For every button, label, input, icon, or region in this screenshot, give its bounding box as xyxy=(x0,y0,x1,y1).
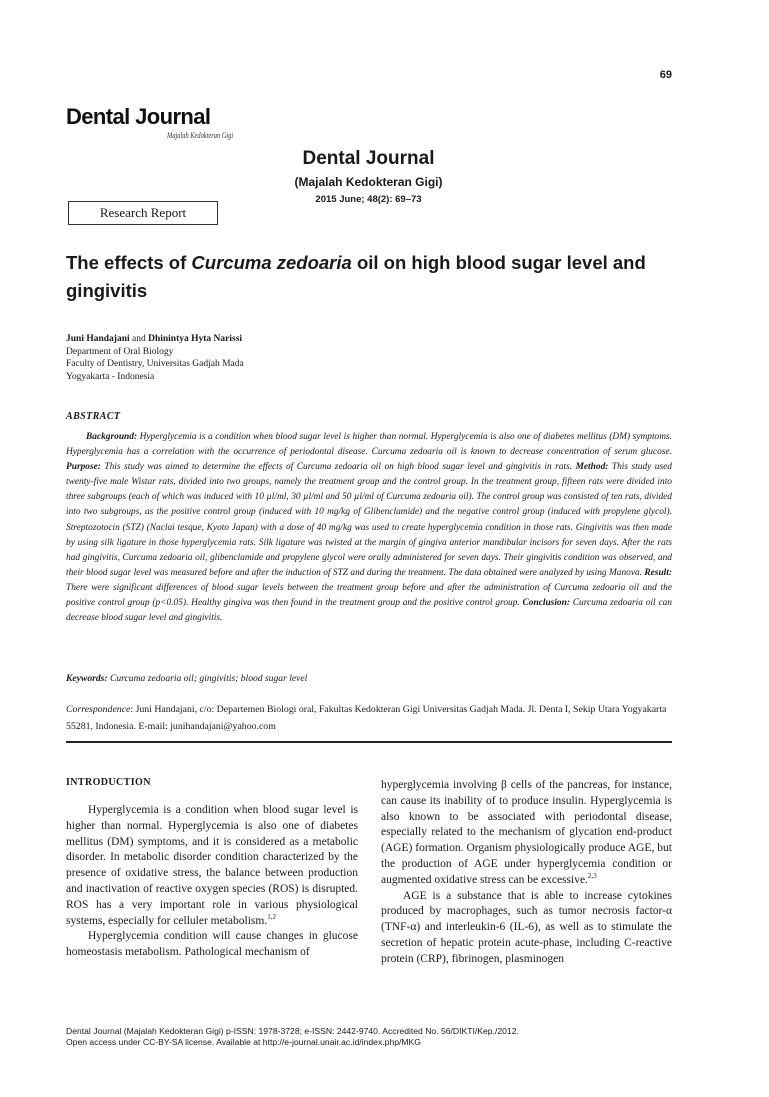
affiliation-city: Yogyakarta - Indonesia xyxy=(66,371,155,382)
footer-line-issn: Dental Journal (Majalah Kedokteran Gigi) p-ISSN: 1978-3728; e-ISSN: 2442-9740. Accredited No. 56/DIKTI/Kep./2012. xyxy=(66,1026,519,1036)
abstract-conclusion-text: Curcuma zedoaria oil can decrease blood sugar level and gingivitis. xyxy=(66,598,672,624)
intro-paragraph-text: Hyperglycemia is a condition when blood sugar level is higher than normal. Hyperglycemia is also one of diabetes mellitus (DM) symptoms, and it is considered as a metabolic disorder. In metabolic disorder condition characterized by the presence of oxidative stress, the balance between production and inactivation of reactive oxygen species (ROS) is disrupted. ROS has a very important role in various physiological systems, especially for celluler metabolism. xyxy=(66,804,358,927)
keywords-text: Curcuma zedoaria oil; gingivitis; blood sugar level xyxy=(107,673,308,684)
correspondence-text: : Juni Handajani, c/o: Departemen Biologi oral, Fakultas Kedokteran Gigi Universitas Gadjah Mada. Jl. Denta I, Sekip Utara Yogyakarta 55281, Indonesia. E-mail: junihandajani@yahoo.com xyxy=(66,704,667,732)
citation: 1,2 xyxy=(267,912,276,921)
abstract-method-text: This study used twenty-five male Wistar rats, divided into two groups, namely the treatment group and the control group. In the treatment group, fifteen rats were divided into three subgroups (each of which was induced with 10 µl/ml, 30 µl/ml and 50 µl/ml of Curcuma zedoaria oil). The control group was consisted of ten rats, divided into two subgroups, as the positive control group (induced with 10 mg/kg of Glibenclamide) and the negative control group (induced with propylene glycol). Streptozotocin (STZ) (Naclai tesque, Kyoto Japan) with a dose of 40 mg/kg was used to create hyperglycemia condition in those rats. Gingivitis was then made by using silk ligature in those hyperglycemia rats. Silk ligature was twisted at the margin of gingiva anterior mandibular incisors for seven days. After the rats had gingivitis, Curcuma zedoaria oil, glibenclamide and propylene glycol were orally administered for seven days. Their gingivitis condition was observed, and their blood sugar level was measured before and after the induction of STZ and during the treatment. The data obtained were analyzed by using Manova. xyxy=(66,462,672,578)
keywords-label: Keywords: xyxy=(66,673,108,684)
intro-paragraph: AGE is a substance that is able to increase cytokines produced by macrophages, such as tumor necrosis factor-α (TNF-α) and interleukin-6 (IL-6), as well as to stimulate the secretion of hepatic protein acute-phase, including C-reactive protein (CRP), fibrinogen, plasminogen xyxy=(381,889,672,965)
author-2: Dhinintya Hyta Narissi xyxy=(148,334,243,344)
affiliation-faculty: Faculty of Dentistry, Universitas Gadjah Mada xyxy=(66,359,244,370)
author-1: Juni Handajani xyxy=(66,334,130,344)
journal-logo-subtitle: Majalah Kedokteran Gigi xyxy=(167,131,234,140)
abstract-purpose-label: Purpose: xyxy=(66,462,101,473)
affiliation-department: Department of Oral Biology xyxy=(66,346,174,357)
journal-subtitle: (Majalah Kedokteran Gigi) xyxy=(294,175,443,189)
abstract-body xyxy=(66,430,672,626)
abstract-result-text: There were significant differences of blood sugar levels between the treatment group before and after the administration of Curcuma zedoaria oil and the positive control group (p<0.05). Healthy gingiva was then found in the treatment group and the positive control group. xyxy=(66,582,672,609)
citation: 2,3 xyxy=(587,871,597,880)
intro-paragraph xyxy=(381,778,672,889)
page-number: 69 xyxy=(659,69,672,81)
abstract-background-text: Hyperglycemia is a condition when blood sugar level is higher than normal. Hyperglycemia is also one of diabetes mellitus (DM) symptoms. Hyperglycemia has a correlation with the occurrence of periodontal disease. Curcuma zedoaria oil is known to decrease concentration of serum glucose. xyxy=(66,432,672,458)
abstract-method-label: Method: xyxy=(575,462,609,473)
title-part-1: The effects of xyxy=(66,252,192,273)
intro-left-column xyxy=(66,803,358,961)
author-line xyxy=(66,333,244,346)
article-title xyxy=(66,249,686,305)
journal-issue: 2015 June; 48(2): 69–73 xyxy=(315,194,422,205)
article-type-box: Research Report xyxy=(68,201,218,225)
intro-paragraph: Hyperglycemia condition will cause changes in glucose homeostasis metabolism. Pathological mechanism of xyxy=(66,930,358,959)
abstract-heading: ABSTRACT xyxy=(66,411,121,422)
abstract-conclusion-label: Conclusion: xyxy=(522,598,570,609)
abstract-background-label: Background: xyxy=(86,432,138,442)
introduction-heading: INTRODUCTION xyxy=(66,777,151,788)
page-footer xyxy=(66,1026,519,1048)
journal-logo: Dental Journal xyxy=(66,104,211,129)
keywords xyxy=(66,673,672,684)
title-species: Curcuma zedoaria xyxy=(191,252,352,273)
intro-right-column xyxy=(381,778,672,968)
footer-line-license: Open access under CC-BY-SA license. Available at http://e-journal.unair.ac.id/index.php/MKG xyxy=(66,1037,421,1047)
author-conjunction: and xyxy=(129,334,149,344)
abstract-result-label: Result: xyxy=(644,567,672,578)
correspondence xyxy=(66,701,672,735)
abstract-purpose-text: This study was aimed to determine the effects of Curcuma zedoaria oil on high blood sugar level and gingivitis in rats. xyxy=(100,462,576,473)
intro-paragraph xyxy=(66,803,358,929)
journal-title: Dental Journal xyxy=(302,148,435,169)
intro-paragraph-text: hyperglycemia involving β cells of the pancreas, for instance, can cause its inability of to produce insulin. Hyperglycemia is also known to be associated with periodontal disease, especially related to the mechanism of glycation end-product (AGE) formation. Organism physiologically produce AGE, but the production of AGE under hyperglycemia condition or augmented oxidative stress can be excessive. xyxy=(381,779,672,886)
correspondence-label: Correspondence xyxy=(66,704,131,715)
section-divider xyxy=(66,741,672,743)
title-part-2: oil on high blood sugar level and gingivitis xyxy=(66,252,646,301)
author-block xyxy=(66,333,244,383)
